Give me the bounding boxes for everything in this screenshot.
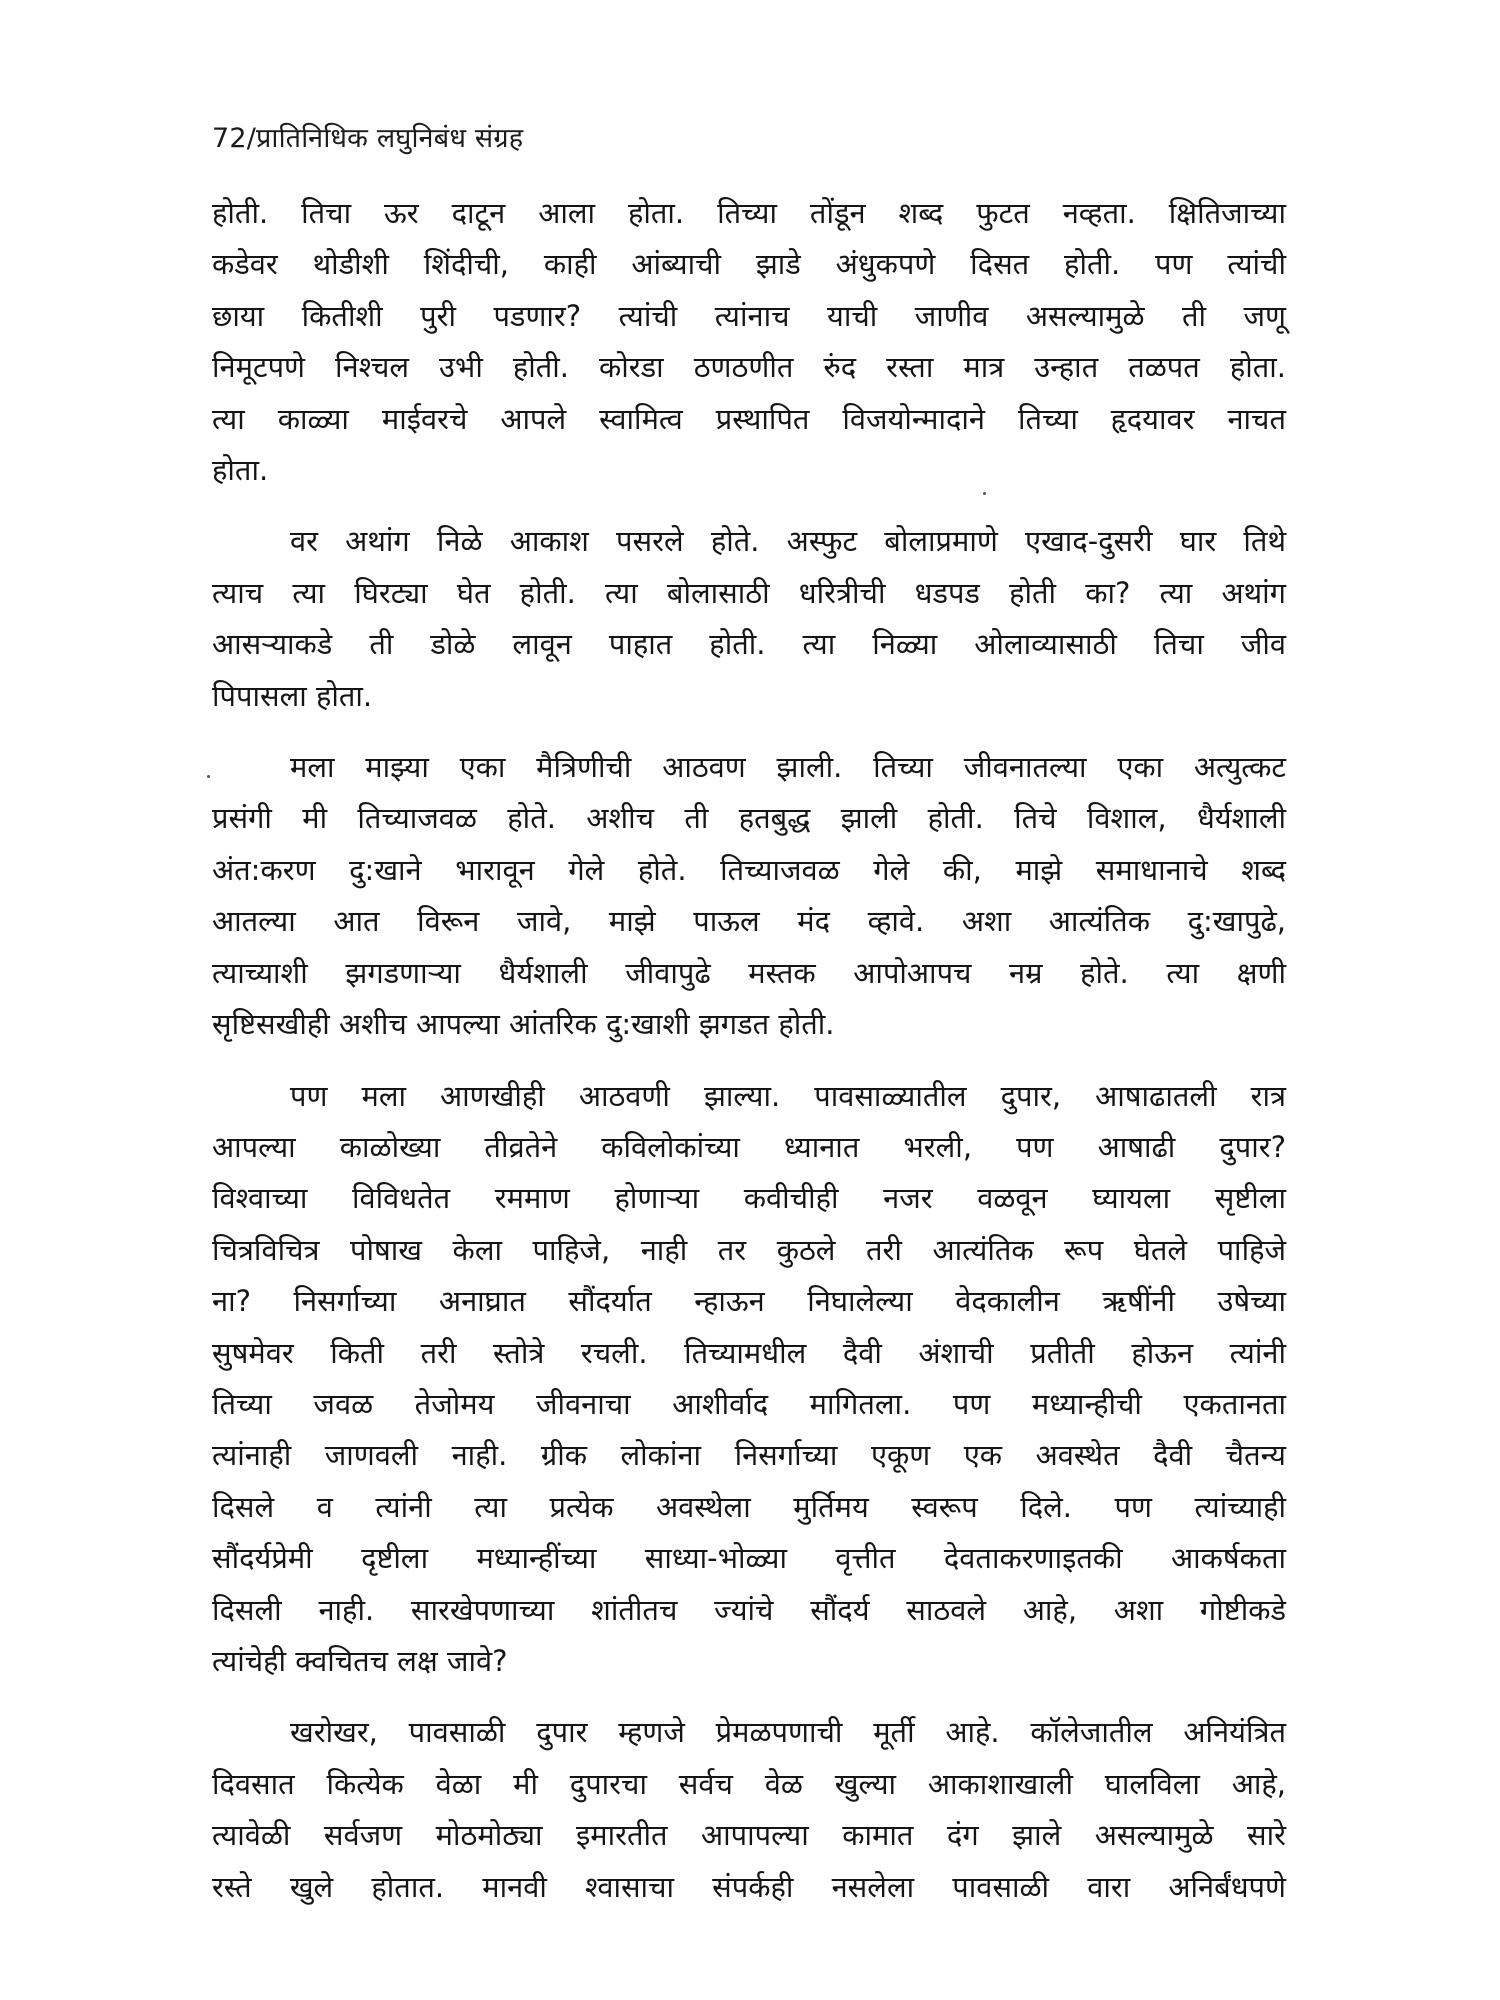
text-line: खरोखर, पावसाळी दुपार म्हणजे प्रेमळपणाची मूर्ती आहे. कॉलेजातील अनियंत्रित <box>290 1715 1286 1750</box>
text-line: तिच्या जवळ तेजोमय जीवनाचा आशीर्वाद मागितला. पण मध्यान्हीची एकतानता <box>212 1386 1286 1421</box>
text-line: सौंदर्यप्रेमी दृष्टीला मध्यान्हींच्या साध्या-भोळ्या वृत्तीत देवताकरणाइतकी आकर्षकता <box>212 1541 1286 1576</box>
paragraph <box>212 1707 1286 1913</box>
text-line: मला माझ्या एका मैत्रिणीची आठवण झाली. तिच्या जीवनातल्या एका अत्युत्कट <box>290 750 1286 785</box>
text-line: पण मला आणखीही आठवणी झाल्या. पावसाळ्यातील दुपार, आषाढातली रात्र <box>290 1078 1286 1113</box>
text-line: चित्रविचित्र पोषाख केला पाहिजे, नाही तर कुठले तरी आत्यंतिक रूप घेतले पाहिजे <box>212 1232 1286 1267</box>
running-header: 72/प्रातिनिधिक लघुनिबंध संग्रह <box>212 123 524 154</box>
paragraph <box>212 188 1286 496</box>
scan-speck <box>207 775 210 778</box>
text-line: पिपासला होता. <box>212 678 373 713</box>
text-line: प्रसंगी मी तिच्याजवळ होते. अशीच ती हतबुद्ध झाली होती. तिचे विशाल, धैर्यशाली <box>212 801 1286 836</box>
text-line: आसऱ्याकडे ती डोळे लावून पाहात होती. त्या निळ्या ओलाव्यासाठी तिचा जीव <box>212 627 1286 662</box>
text-line: रस्ते खुले होतात. मानवी श्वासाचा संपर्कही नसलेला पावसाळी वारा अनिर्बंधपणे <box>212 1869 1286 1904</box>
text-line: आतल्या आत विरून जावे, माझे पाऊल मंद व्हावे. अशा आत्यंतिक दु:खापुढे, <box>212 904 1286 939</box>
text-line: त्या काळ्या माईवरचे आपले स्वामित्व प्रस्थापित विजयोन्मादाने तिच्या हृदयावर नाचत <box>212 401 1286 436</box>
text-line: त्याच्याशी झगडणाऱ्या धैर्यशाली जीवापुढे मस्तक आपोआपच नम्र होते. त्या क्षणी <box>212 955 1286 990</box>
text-line: सृष्टिसखीही अशीच आपल्या आंतरिक दु:खाशी झगडत होती. <box>212 1007 835 1042</box>
text-line: अंत:करण दु:खाने भारावून गेले होते. तिच्याजवळ गेले की, माझे समाधानाचे शब्द <box>212 852 1286 887</box>
scan-speck <box>983 492 986 495</box>
page-body <box>212 188 1286 1933</box>
text-line: सुषमेवर किती तरी स्तोत्रे रचली. तिच्यामधील दैवी अंशाची प्रतीती होऊन त्यांनी <box>212 1335 1286 1370</box>
paragraph <box>212 742 1286 1050</box>
text-line: छाया कितीशी पुरी पडणार? त्यांची त्यांनाच याची जाणीव असल्यामुळे ती जणू <box>212 298 1286 333</box>
text-line: वर अथांग निळे आकाश पसरले होते. अस्फुट बोलाप्रमाणे एखाद-दुसरी घार तिथे <box>290 524 1286 559</box>
text-line: त्यांनाही जाणवली नाही. ग्रीक लोकांना निसर्गाच्या एकूण एक अवस्थेत दैवी चैतन्य <box>212 1438 1286 1473</box>
text-line: विश्वाच्या विविधतेत रममाण होणाऱ्या कवीचीही नजर वळवून घ्यायला सृष्टीला <box>212 1181 1286 1216</box>
paragraph <box>212 516 1286 722</box>
text-line: त्यावेळी सर्वजण मोठमोठ्या इमारतीत आपापल्या कामात दंग झाले असल्यामुळे सारे <box>212 1818 1286 1853</box>
text-line: होता. <box>212 453 269 488</box>
paragraph <box>212 1071 1286 1688</box>
text-line: दिवसात कित्येक वेळा मी दुपारचा सर्वच वेळ खुल्या आकाशाखाली घालविला आहे, <box>212 1766 1286 1801</box>
text-line: निमूटपणे निश्चल उभी होती. कोरडा ठणठणीत रुंद रस्ता मात्र उन्हात तळपत होता. <box>212 350 1286 385</box>
text-line: दिसले व त्यांनी त्या प्रत्येक अवस्थेला मुर्तिमय स्वरूप दिले. पण त्यांच्याही <box>212 1489 1286 1524</box>
text-line: त्याच त्या घिरट्या घेत होती. त्या बोलासाठी धरित्रीची धडपड होती का? त्या अथांग <box>212 575 1286 610</box>
text-line: होती. तिचा ऊर दाटून आला होता. तिच्या तोंडून शब्द फुटत नव्हता. क्षितिजाच्या <box>212 196 1286 230</box>
text-line: आपल्या काळोख्या तीव्रतेने कविलोकांच्या ध्यानात भरली, पण आषाढी दुपार? <box>212 1129 1286 1164</box>
text-line: ना? निसर्गाच्या अनाघ्रात सौंदर्यात न्हाऊन निघालेल्या वेदकालीन ऋषींनी उषेच्या <box>212 1284 1286 1319</box>
text-line: कडेवर थोडीशी शिंदीची, काही आंब्याची झाडे अंधुकपणे दिसत होती. पण त्यांची <box>212 247 1286 282</box>
text-line: दिसली नाही. सारखेपणाच्या शांतीतच ज्यांचे सौंदर्य साठवले आहे, अशा गोष्टीकडे <box>212 1592 1286 1627</box>
text-line: त्यांचेही क्वचितच लक्ष जावे? <box>212 1643 508 1678</box>
